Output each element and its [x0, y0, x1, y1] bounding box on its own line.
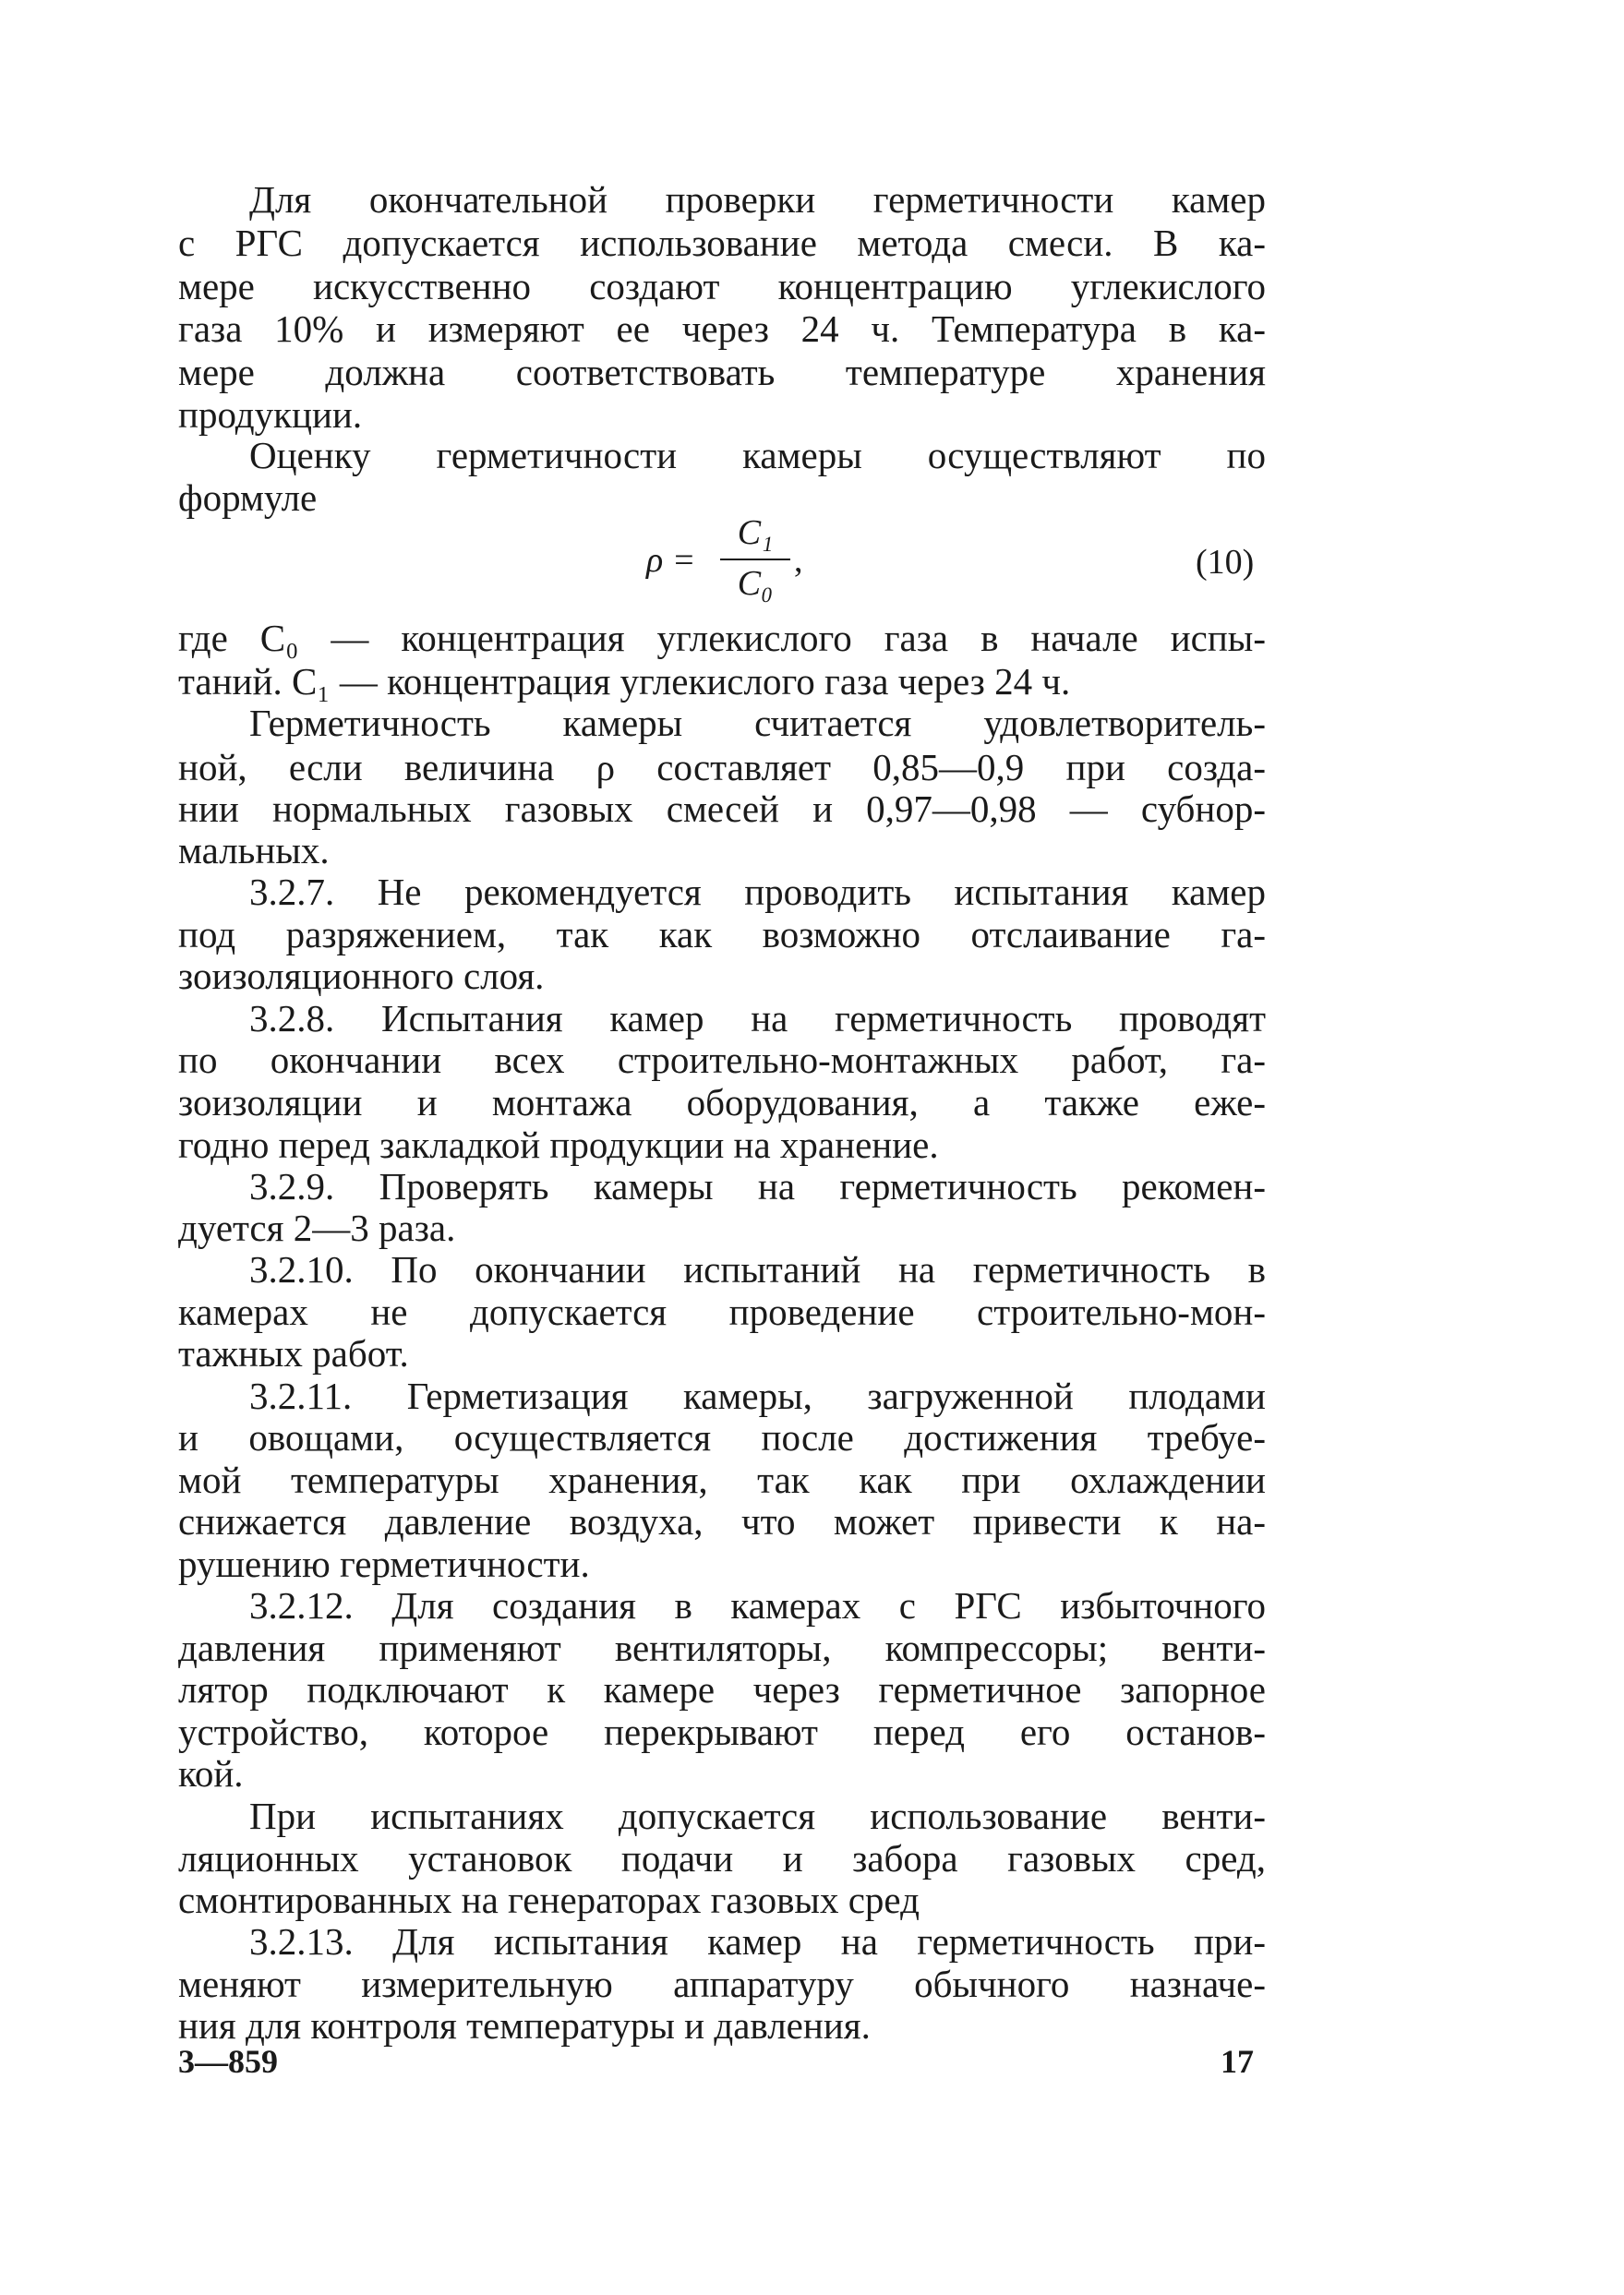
text-line: нии нормальных газовых смесей и 0,97—0,98 — субнор- [178, 787, 1266, 830]
text-line: где C₀ — концентрация углекислого газа в начале испы- [178, 617, 1266, 659]
text-line: годно перед закладкой продукции на хранение. [178, 1123, 939, 1166]
text-line: мой температуры хранения, так как при охлаждении [178, 1459, 1266, 1501]
text-line: снижается давление воздуха, что может привести к на- [178, 1500, 1266, 1543]
text-line: кой. [178, 1752, 244, 1795]
text-line: При испытаниях допускается использование венти- [249, 1795, 1266, 1837]
text-line: под разряжением, так как возможно отслаивание га- [178, 913, 1266, 955]
text-line: 3.2.9. Проверять камеры на герметичность рекомен- [249, 1165, 1266, 1208]
text-line: мере искусственно создают концентрацию углекислого [178, 265, 1266, 307]
printing-signature: 3—859 [178, 2043, 278, 2080]
text-line: 3.2.11. Герметизация камеры, загруженной плодами [249, 1375, 1266, 1417]
formula-denominator: C₀ [737, 564, 774, 603]
text-line: Оценку герметичности камеры осуществляют по [249, 434, 1266, 476]
text-line: с РГС допускается использование метода смеси. В ка- [178, 222, 1266, 264]
text-line: зоизоляции и монтажа оборудования, а также еже- [178, 1081, 1266, 1123]
text-line: дуется 2—3 раза. [178, 1207, 456, 1249]
text-line: 3.2.12. Для создания в камерах с РГС избыточного [249, 1584, 1266, 1627]
text-line: Герметичность камеры считается удовлетворитель- [249, 702, 1266, 744]
text-line: формуле [178, 476, 318, 519]
page-number: 17 [1221, 2043, 1254, 2080]
text-line: рушению герметичности. [178, 1543, 590, 1585]
text-line: устройство, которое перекрывают перед его останов- [178, 1711, 1266, 1753]
text-line: ния для контроля температуры и давления. [178, 2004, 871, 2047]
text-line: камерах не допускается проведение строительно-мон- [178, 1291, 1266, 1333]
text-line: мере должна соответствовать температуре хранения [178, 351, 1266, 393]
text-line: смонтированных на генераторах газовых сред [178, 1879, 920, 1921]
text-line: 3.2.10. По окончании испытаний на герметичность в [249, 1248, 1266, 1291]
formula-fraction [718, 512, 792, 614]
text-line: лятор подключают к камере через герметичное запорное [178, 1668, 1266, 1711]
text-line: ляционных установок подачи и забора газовых сред, [178, 1837, 1266, 1880]
text-line: ной, если величина ρ составляет 0,85—0,9 при созда- [178, 746, 1266, 788]
formula-trailing: , [794, 541, 803, 580]
fraction-bar [720, 559, 790, 560]
text-line: меняют измерительную аппаратуру обычного назначе- [178, 1963, 1266, 2005]
text-line: 3.2.8. Испытания камер на герметичность проводят [249, 997, 1266, 1039]
text-line: продукции. [178, 393, 363, 436]
text-line: давления применяют вентиляторы, компрессоры; венти- [178, 1627, 1266, 1669]
formula-numerator: C₁ [737, 513, 774, 552]
text-line: Для окончательной проверки герметичности камер [249, 178, 1266, 221]
text-line: 3.2.13. Для испытания камер на герметичность при- [249, 1920, 1266, 1963]
formula-lhs: ρ = [646, 541, 696, 580]
text-line: по окончании всех строительно-монтажных работ, га- [178, 1039, 1266, 1081]
equation-number: (10) [1196, 543, 1255, 582]
formula-10 [646, 512, 831, 614]
text-line: газа 10% и измеряют ее через 24 ч. Температура в ка- [178, 307, 1266, 350]
text-line: и овощами, осуществляется после достижения требуе- [178, 1416, 1266, 1459]
text-line: тажных работ. [178, 1332, 409, 1375]
text-line: 3.2.7. Не рекомендуется проводить испытания камер [249, 871, 1266, 913]
text-line: зоизоляционного слоя. [178, 955, 545, 997]
text-line: таний. C₁ — концентрация углекислого газа через 24 ч. [178, 660, 1071, 703]
text-line: мальных. [178, 829, 330, 871]
